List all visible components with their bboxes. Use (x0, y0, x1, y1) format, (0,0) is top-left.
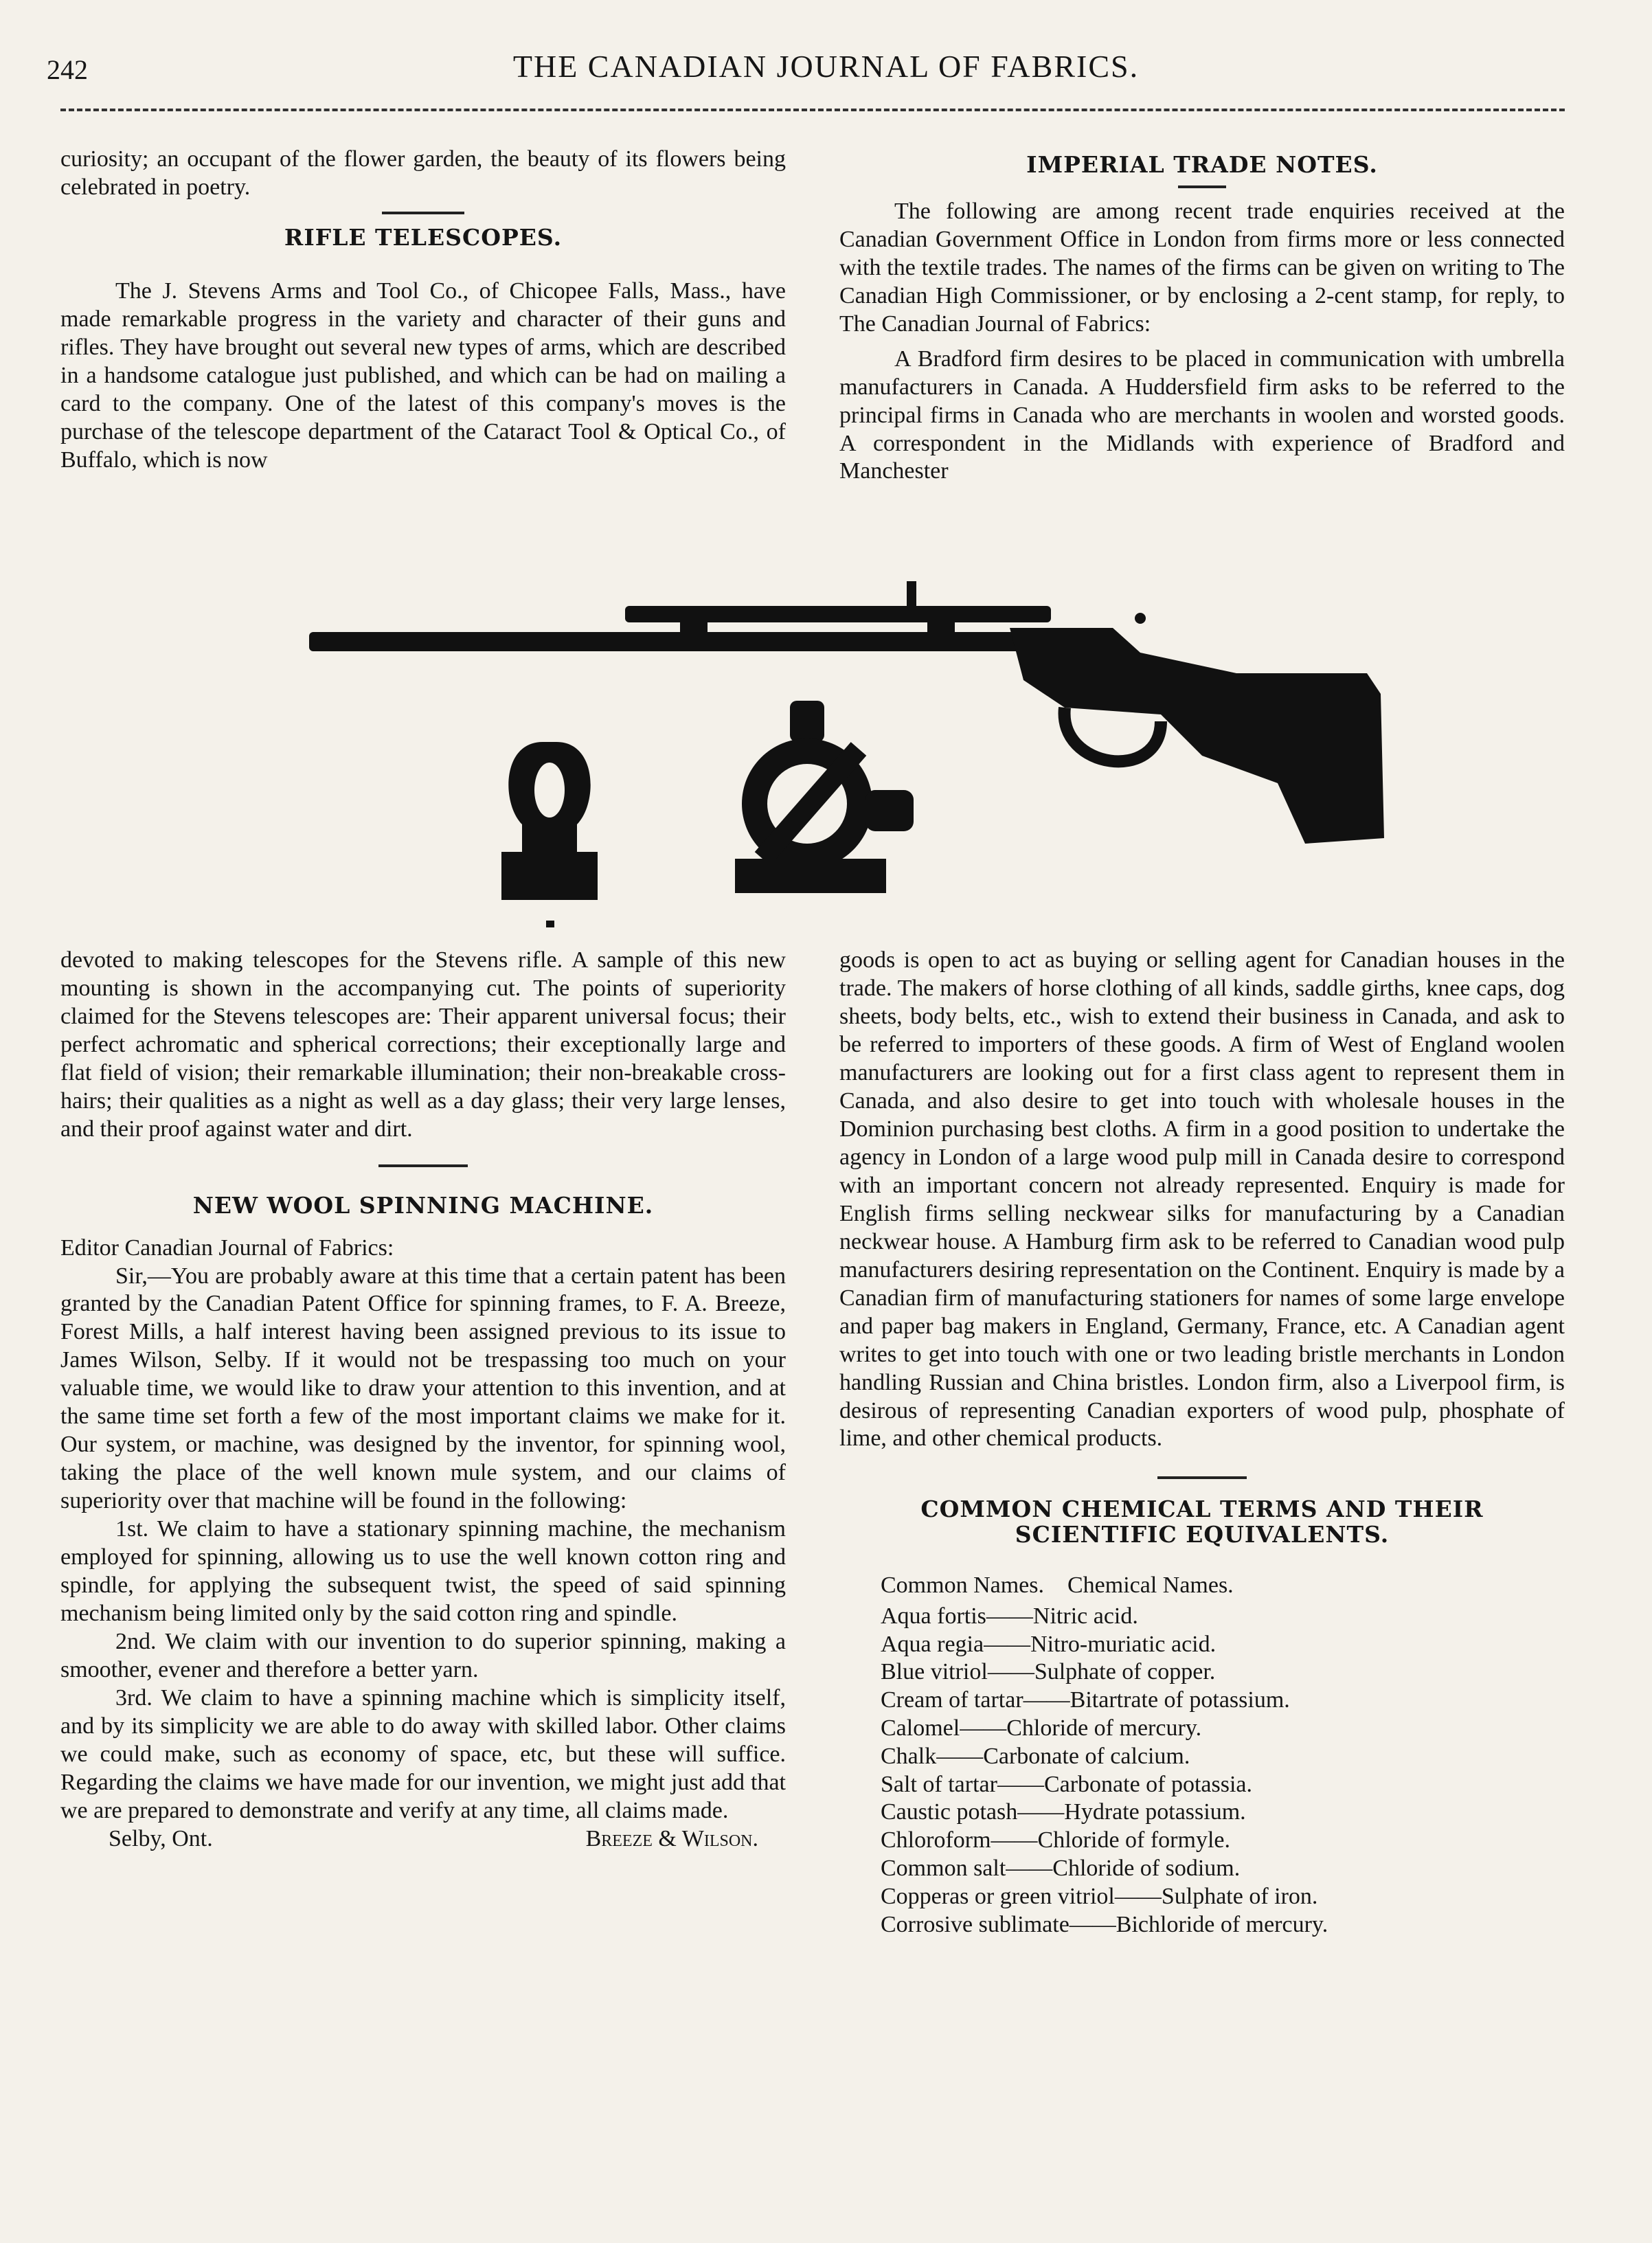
letter-place: Selby, Ont. (109, 1825, 213, 1851)
term-dash: —— (1023, 1687, 1070, 1713)
term-common-name: Salt of tartar (881, 1771, 997, 1797)
chemical-title: COMMON CHEMICAL TERMS AND THEIR SCIENTIFIC EQUIVALENTS. (920, 1496, 1484, 1548)
term-row (881, 1603, 1565, 1631)
term-dash: —— (1069, 1911, 1116, 1937)
term-dash: —— (991, 1827, 1038, 1853)
term-chemical-name: Bitartrate of potassium. (1070, 1687, 1290, 1713)
continuation-text: curiosity; an occupant of the flower garden, the beauty of its flowers being celebrated in poetry. (60, 146, 786, 200)
term-chemical-name: Carbonate of potassia. (1043, 1771, 1253, 1797)
term-common-name: Calomel (881, 1715, 960, 1742)
term-dash: —— (960, 1715, 1007, 1742)
term-chemical-name: Chloride of sodium. (1052, 1856, 1241, 1881)
term-chemical-name: Chloride of formyle. (1037, 1827, 1230, 1853)
header-chemical: Chemical Names. (1067, 1573, 1234, 1599)
term-row (881, 1883, 1565, 1911)
term-row (881, 1743, 1565, 1771)
term-chemical-name: Bichloride of mercury. (1116, 1911, 1328, 1937)
term-row (881, 1827, 1565, 1855)
term-row (881, 1855, 1565, 1883)
scope-ring-icon (501, 742, 598, 927)
title-rule (1178, 185, 1226, 188)
imperial-intro: The following are among recent trade enquiries received at the Canadian Government Office in London from firms more or less connected with the textile trades. The names of the firms can be given on writing to The Canadian High Commissioner, or by enclosing a 2-cent stamp, for reply, to The Canadian Journal of Fabrics: (839, 198, 1565, 337)
wool-paragraph-4: 3rd. We claim to have a spinning machine which is simplicity itself, and by its simplicity we are able to do away with skilled labor. Other claims we could make, such as economy of space, etc, but these will suffice. Regarding the claims we have made for our invention, we might just add that we are prepared to demonstrate and verify at any time, all claims made. (60, 1685, 786, 1823)
letter-signature-line (60, 1825, 786, 1853)
term-common-name: Blue vitriol (881, 1659, 988, 1685)
term-row (881, 1799, 1565, 1827)
term-dash: —— (986, 1603, 1033, 1629)
imperial-paragraph-continued: goods is open to act as buying or selling agent for Canadian houses in the trade. The makers of horse clothing of all kinds, saddle girths, knee caps, dog sheets, body belts, etc., wish to extend their business in Canada, and ask to be referred to importers of these goods. A firm of West of England woolen manufacturers are looking out for a first class agent to represent them in Canada, and also desire to get into touch with wholesale houses in the Dominion purchasing best cloths. A firm in a good position to undertake the agency in London of a large wood pulp mill in Canada desire to correspond with an important concern not already represented. Enquiry is made for English firms selling neckwear silks for manufacturing by a Canadian neckwear house. A Hamburg firm ask to be referred to Canadian wood pulp manufacturers desiring representation on the Continent. Enquiry is made by a Canadian firm of manufacturing stationers for names of some large envelope and paper bag makers in England, Germany, France, etc. A Canadian agent writes to get into touch with one or two leading bristle merchants in London handling Russian and China bristles. London firm, also a Liverpool firm, is desirous of representing Canadian exporters of wood pulp, phosphate of lime, and other chemical products. (839, 947, 1565, 1452)
left-column-bottom (60, 947, 786, 1853)
term-chemical-name: Carbonate of calcium. (983, 1743, 1190, 1769)
page-number: 242 (47, 54, 88, 85)
rifle-title: RIFLE TELESCOPES. (284, 223, 563, 251)
header-rule (60, 109, 1565, 111)
rifle-paragraph: The J. Stevens Arms and Tool Co., of Chicopee Falls, Mass., have made remarkable progress in the variety and character of their guns and rifles. They have brought out several new types of arms, which are described in a handsome catalogue just published, and which can be had on mailing a card to the company. One of the latest of this company's moves is the purchase of the telescope department of the Cataract Tool & Optical Co., of Buffalo, which is now (60, 278, 786, 473)
term-common-name: Common salt (881, 1856, 1006, 1881)
imperial-paragraph: A Bradford firm desires to be placed in communication with umbrella manufacturers in Canada. A Huddersfield firm asks to be referred to the principal firms in Canada who are merchants in woolen and worsted goods. A correspondent in the Midlands with experience of Bradford and Manchester (839, 346, 1565, 484)
term-common-name: Chalk (881, 1743, 937, 1769)
header-common: Common Names. (881, 1573, 1044, 1599)
term-row (881, 1771, 1565, 1799)
wool-paragraph-3: 2nd. We claim with our invention to do superior spinning, making a smoother, evener and therefore a better yarn. (60, 1629, 786, 1683)
term-row (881, 1911, 1565, 1939)
wool-paragraph-2: 1st. We claim to have a stationary spinning machine, the mechanism employed for spinning, allowing us to use the well known cotton ring and spindle, for applying the subsequent twist, the speed of said spinning mechanism being limited only by the said cotton ring and spindle. (60, 1516, 786, 1627)
term-common-name: Chloroform (881, 1827, 991, 1853)
term-chemical-name: Sulphate of iron. (1161, 1883, 1318, 1909)
term-chemical-name: Sulphate of copper. (1034, 1659, 1216, 1685)
term-row (881, 1658, 1565, 1687)
term-dash: —— (1017, 1799, 1065, 1825)
term-row (881, 1715, 1565, 1743)
wool-title: NEW WOOL SPINNING MACHINE. (192, 1191, 654, 1219)
wool-paragraph-1: Sir,—You are probably aware at this time that a certain patent has been granted by the Canadian Patent Office for spinning frames, to F. A. Breeze, Forest Mills, a half interest having been assigned previous to its issue to James Wilson, Selby. If it would not be trespassing too much on your valuable time, we would like to draw your attention to this invention, and at the same time set forth a few of the most important claims we make for it. Our system, or machine, was designed by the inventor, for spinning wool, taking the place of the well known mule system, and our claims of superiority over that machine will be found in the following: (60, 1263, 786, 1514)
term-chemical-name: Hydrate potassium. (1064, 1799, 1246, 1825)
letter-signature: Breeze & Wilson. (585, 1825, 758, 1851)
section-divider (382, 212, 464, 214)
term-common-name: Caustic potash (881, 1799, 1018, 1825)
chemical-terms-list (881, 1572, 1565, 1939)
term-row (881, 1631, 1565, 1659)
term-dash: —— (1114, 1883, 1162, 1909)
term-common-name: Copperas or green vitriol (881, 1883, 1115, 1909)
term-dash: —— (984, 1631, 1031, 1657)
section-divider (378, 1164, 468, 1167)
term-dash: —— (1006, 1856, 1053, 1881)
term-common-name: Corrosive sublimate (881, 1911, 1070, 1937)
term-dash: —— (997, 1771, 1044, 1797)
term-common-name: Cream of tartar (881, 1687, 1023, 1713)
letter-salutation: Editor Canadian Journal of Fabrics: (60, 1235, 394, 1261)
right-column-bottom (839, 947, 1565, 1939)
term-chemical-name: Nitro-muriatic acid. (1030, 1631, 1217, 1657)
running-head: THE CANADIAN JOURNAL OF FABRICS. (512, 49, 1140, 84)
rifle-telescope-illustration (295, 577, 1429, 934)
section-divider (1157, 1476, 1247, 1479)
term-chemical-name: Nitric acid. (1032, 1603, 1138, 1629)
term-dash: —— (987, 1659, 1034, 1685)
right-column-top (839, 146, 1565, 486)
term-chemical-name: Chloride of mercury. (1006, 1715, 1202, 1742)
imperial-title: IMPERIAL TRADE NOTES. (1026, 151, 1378, 178)
term-row (881, 1687, 1565, 1715)
scope-mount-icon (735, 701, 914, 893)
terms-header (881, 1572, 1565, 1600)
term-common-name: Aqua regia (881, 1631, 984, 1657)
term-dash: —— (936, 1743, 984, 1769)
term-common-name: Aqua fortis (881, 1603, 986, 1629)
rifle-paragraph-continued: devoted to making telescopes for the Stevens rifle. A sample of this new mounting is shown in the accompanying cut. The points of superiority claimed for the Stevens telescopes are: Their apparent universal focus; their perfect achromatic and spherical corrections; their exceptionally large and flat field of vision; their remarkable illumination; their non-breakable cross-hairs; their qualities as a night as well as a day glass; their very large lenses, and their proof against water and dirt. (60, 947, 786, 1142)
left-column-top (60, 146, 786, 474)
